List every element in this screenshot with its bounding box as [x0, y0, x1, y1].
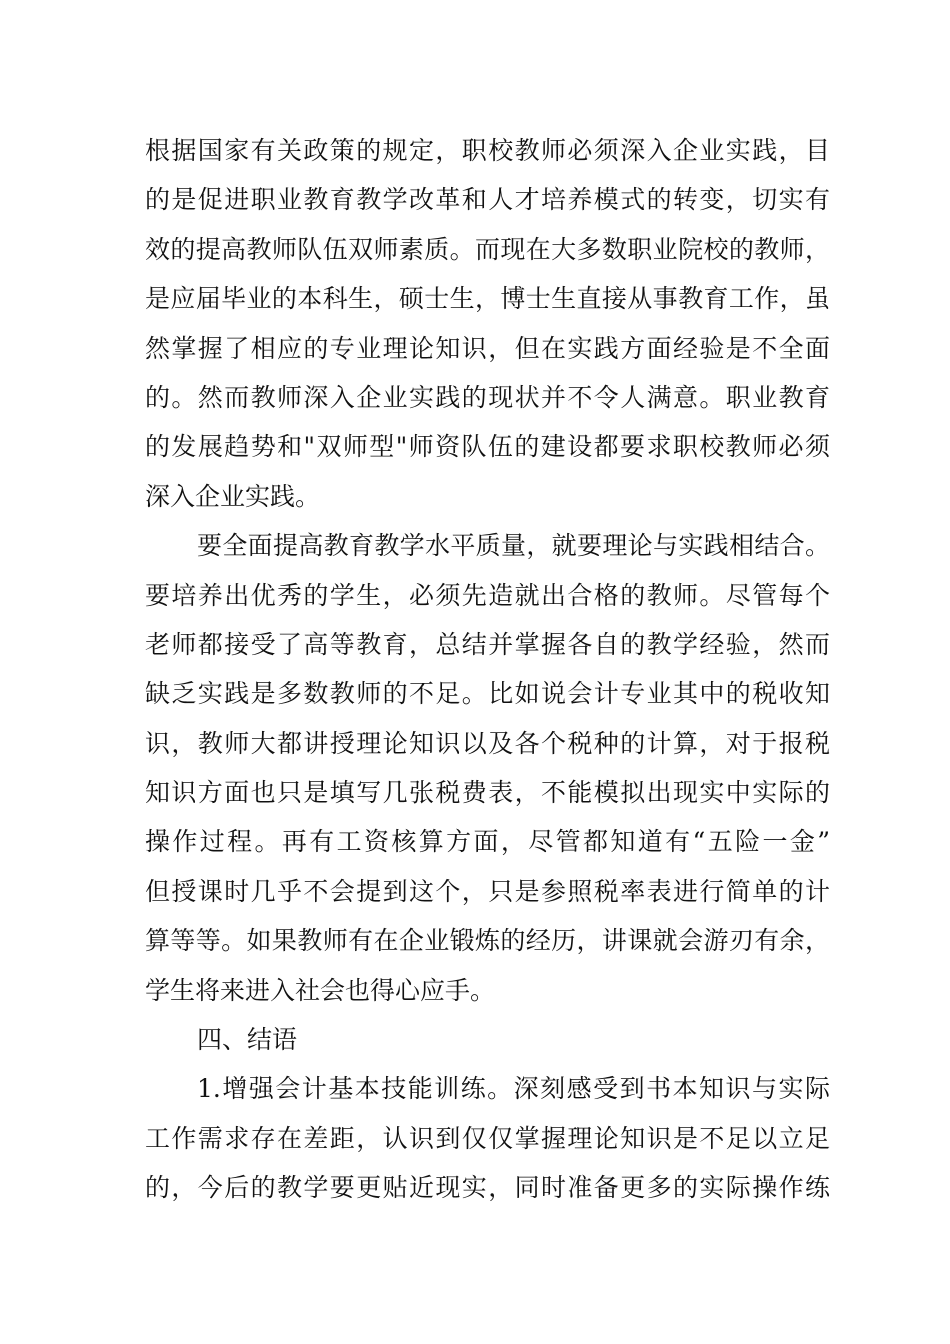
paragraph-2-line-2: 要培养出优秀的学生，必须先造就出合格的教师。尽管每个 [145, 580, 830, 610]
paragraph-3-line-3: 的，今后的教学要更贴近现实，同时准备更多的实际操作练 [145, 1173, 830, 1203]
document-body [145, 126, 830, 1213]
paragraph-1-line-8: 深入企业实践。 [145, 481, 321, 511]
paragraph-2-line-6: 知识方面也只是填写几张税费表，不能模拟出现实中实际的 [145, 778, 830, 808]
paragraph-1-line-6: 的。然而教师深入企业实践的现状并不令人满意。职业教育 [145, 382, 830, 412]
paragraph-2-line-1: 要全面提高教育教学水平质量，就要理论与实践相结合。 [197, 531, 830, 561]
paragraph-3-line-1: 1.增强会计基本技能训练。深刻感受到书本知识与实际 [197, 1074, 830, 1104]
paragraph-2-line-3: 老师都接受了高等教育，总结并掌握各自的教学经验，然而 [145, 629, 830, 659]
paragraph-1-line-1: 根据国家有关政策的规定，职校教师必须深入企业实践，目 [145, 136, 830, 165]
paragraph-2-line-5: 识，教师大都讲授理论知识以及各个税种的计算，对于报税 [145, 728, 830, 758]
paragraph-1-line-7: 的发展趋势和"双师型"师资队伍的建设都要求职校教师必须 [145, 432, 830, 462]
paragraph-1-line-2: 的是促进职业教育教学改革和人才培养模式的转变，切实有 [145, 185, 830, 215]
paragraph-2-line-10: 学生将来进入社会也得心应手。 [145, 975, 496, 1005]
section-heading: 四、结语 [197, 1025, 298, 1055]
paragraph-1-line-5: 然掌握了相应的专业理论知识，但在实践方面经验是不全面 [145, 333, 830, 363]
paragraph-1-line-3: 效的提高教师队伍双师素质。而现在大多数职业院校的教师， [145, 234, 830, 264]
paragraph-2-line-8: 但授课时几乎不会提到这个，只是参照税率表进行简单的计 [145, 876, 830, 906]
paragraph-2-line-4: 缺乏实践是多数教师的不足。比如说会计专业其中的税收知 [145, 679, 830, 709]
paragraph-3-line-2: 工作需求存在差距，认识到仅仅掌握理论知识是不足以立足 [145, 1123, 830, 1153]
paragraph-2-line-9: 算等等。如果教师有在企业锻炼的经历，讲课就会游刃有余， [145, 926, 830, 956]
paragraph-2-line-7: 操作过程。再有工资核算方面，尽管都知道有“五险一金” [145, 827, 830, 857]
paragraph-1-line-4: 是应届毕业的本科生，硕士生，博士生直接从事教育工作，虽 [145, 284, 830, 314]
